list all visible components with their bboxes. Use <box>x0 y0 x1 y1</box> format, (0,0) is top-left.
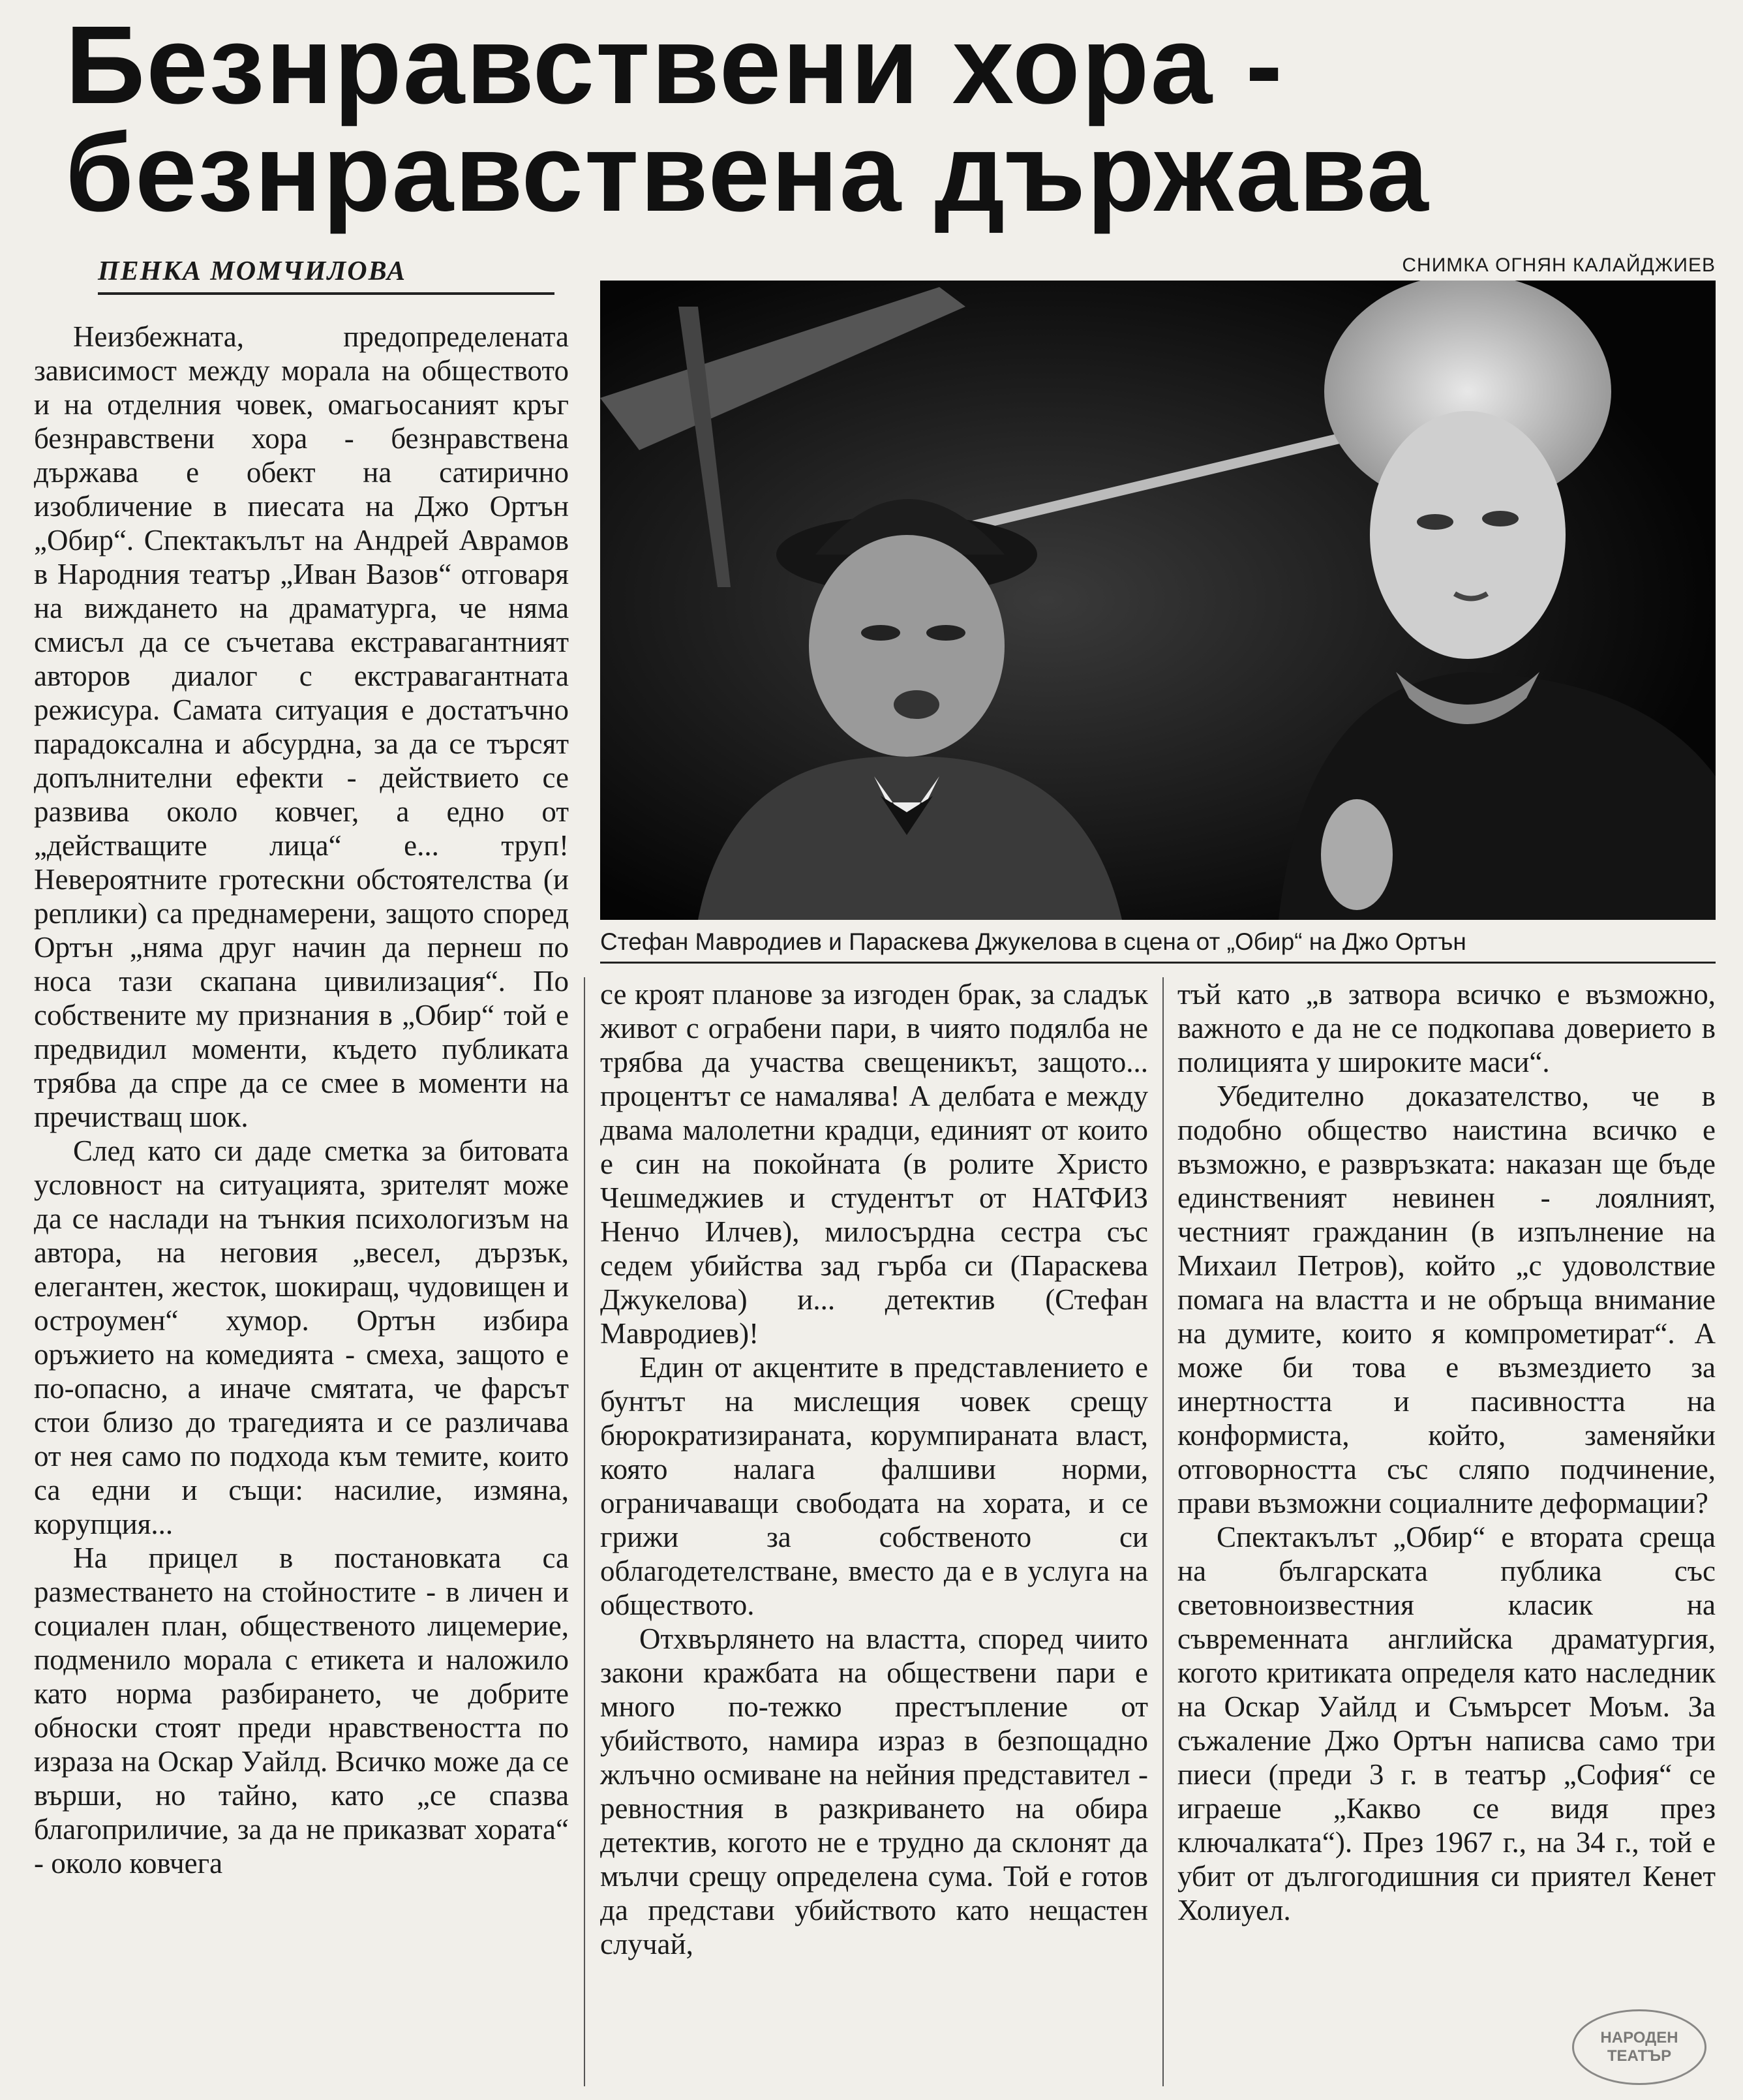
theatre-scene-image <box>600 281 1716 920</box>
theatre-stamp <box>1572 2009 1706 2085</box>
stamp-line-2: ТЕАТЪР <box>1607 2047 1672 2065</box>
article-column-3 <box>1177 977 1716 1927</box>
headline-line-1: Безнравствени хора - <box>65 3 1284 127</box>
stamp-line-1: НАРОДЕН <box>1600 2029 1678 2047</box>
column-divider <box>584 977 585 2086</box>
paragraph: След като си даде сметка за битовата условност на ситуацията, зрителят може да се наслади на тънкия психологизъм на автора, на неговия „весел, дързък, елегантен, жесток, шокиращ, чудовищен и остроумен“ хумор. Ортън избира оръжието на комедията - смеха, защото е по-опасно, а иначе смятата, че фарсът стои близо до трагедията и се различава от нея само по подхода към темите, които са едни и същи: насилие, измяна, корупция... <box>34 1134 569 1540</box>
article-photo <box>600 281 1716 920</box>
column-divider <box>1162 977 1164 2086</box>
paragraph: Спектакълът „Обир“ е втората среща на българската публика със световноизвестния класик на съвременната английска драматургия, когото критиката определя като наследник на Оскар Уайлд и Съмърсет Моъм. За съжаление Джо Ортън написва само три пиеси (преди 3 г. в театър „София“ се играеше „Какво се видя през ключалката“). През 1967 г., на 34 г., той е убит от дългогодишния си приятел Кенет Холиуел. <box>1177 1521 1716 1926</box>
paragraph: Отхвърлянето на властта, според чиито закони кражбата на обществени пари е много по-тежко престъпление от убийството, намира израз в безпощадно жлъчно осмиване на нейния представител - ревностния в разкриването на обира детектив, когото не е трудно да склонят да мълчи срещу определена сума. Той е готов да представи убийството като нещастен случай, <box>600 1622 1148 1960</box>
paragraph: се кроят планове за изгоден брак, за сладък живот с ограбени пари, в чиято подялба не трябва да участва свещеникът, защото... процентът се намалява! А делбата е между двама малолетни крадци, единият от които е син на покойната (в ролите Христо Чешмеджиев и студентът от НАТФИЗ Ненчо Илчев), милосърдна сестра със седем убийства зад гърба си (Параскева Джукелова) и... детектив (Стефан Мавродиев)! <box>600 978 1148 1350</box>
paragraph: Един от акцентите в представлението е бунтът на мислещия човек срещу бюрократизираната, корумпираната власт, която налага фалшиви норми, ограничаващи свободата на хората, и се грижи за собственото си облагодетелстване, вместо да е в услуга на обществото. <box>600 1351 1148 1621</box>
paragraph: тъй като „в затвора всичко е възможно, важното е да не се подкопава доверието в полицията у широките маси“. <box>1177 978 1716 1078</box>
author-byline: ПЕНКА МОМЧИЛОВА <box>98 256 554 295</box>
article-column-1 <box>34 320 569 1880</box>
photo-credit: СНИМКА ОГНЯН КАЛАЙДЖИЕВ <box>1402 254 1716 276</box>
article-column-2 <box>600 977 1148 1961</box>
headline <box>65 3 1663 235</box>
paragraph: На прицел в постановката са разместването на стойностите - в личен и социален план, общественото лицемерие, подменило морала с етикета и наложило като норма разбирането, че добрите обноски стоят преди нравствеността по израза на Оскар Уайлд. Всичко може да се върши, но тайно, като „се спазва благоприличие, за да не приказват хората“ - около ковчега <box>34 1542 569 1879</box>
photo-caption: Стефан Мавродиев и Параскева Джукелова в сцена от „Обир“ на Джо Ортън <box>600 926 1716 964</box>
paragraph: Убедително доказателство, че в подобно общество наистина всичко е възможно, е развръзката: наказан ще бъде единственият невинен - лоялният, честният гражданин (в изпълнение на Михаил Петров), който „с удоволствие помага на властта и не обръща внимание на думите, които я компрометират“. А може би това е възмездието за инертността и пасивността на конформиста, който, заменяйки отговорността със сляпо подчинение, прави възможни социалните деформации? <box>1177 1080 1716 1519</box>
headline-line-2: безнравствена държава <box>65 111 1430 235</box>
paragraph: Неизбежната, предопределената зависимост между морала на обществото и на отделния човек, омагьосаният кръг безнравствени хора - безнравствена държава е обект на сатирично изобличение в пиесата на Джо Ортън „Обир“. Спектакълът на Андрей Аврамов в Народния театър „Иван Вазов“ отговаря на виждането на драматурга, че няма смисъл да се съчетава екстравагантният авторов диалог с екстравагантната режисура. Самата ситуация е достатъчно парадоксална и абсурдна, за да се търсят допълнителни ефекти - действието се развива около ковчег, а едно от „действащите лица“ е... труп! Невероятните гротескни обстоятелства (и реплики) са преднамерени, защото според Ортън „няма друг начин да пернеш по носа тази скапана цивилизация“. По собствените му признания в „Обир“ той е предвидил моменти, където публиката трябва да спре да се смее в моменти на пречистващ шок. <box>34 320 569 1133</box>
